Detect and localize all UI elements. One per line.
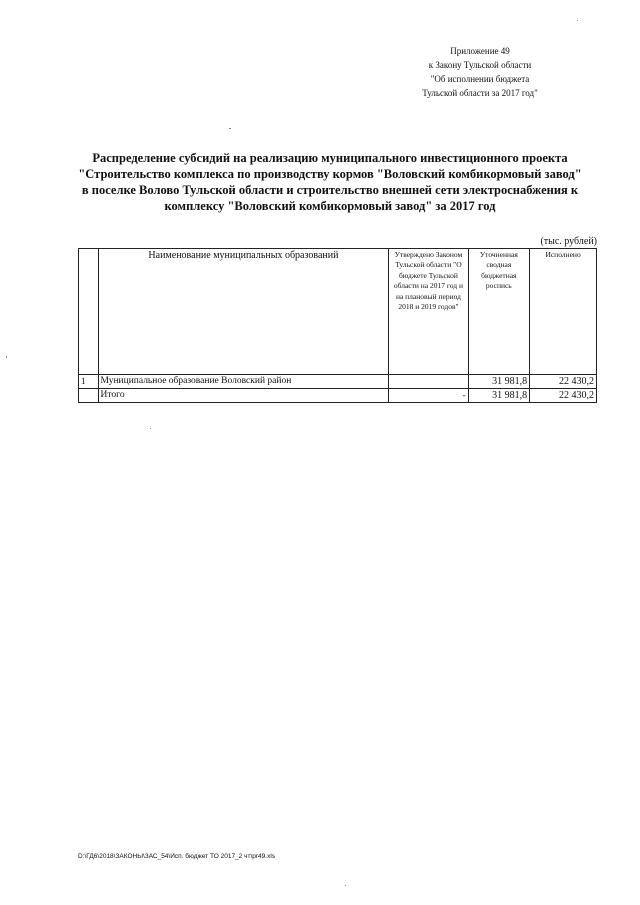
title-line: в поселке Волово Тульской области и строительство внешней сети электроснабжения к bbox=[81, 183, 579, 197]
header-approved: Утверждено Законом Тульской области "О бюджете Тульской области на 2017 год и на плановый период 2018 и 2019 годов" bbox=[389, 249, 468, 375]
scan-speck bbox=[577, 20, 578, 21]
appendix-line: "Об исполнении бюджета bbox=[430, 74, 530, 84]
scan-speck bbox=[150, 428, 151, 429]
subsidy-table bbox=[78, 248, 597, 403]
header-municipality: Наименование муниципальных образований bbox=[98, 249, 389, 375]
total-approved: - bbox=[389, 389, 468, 403]
header-number bbox=[79, 249, 99, 375]
scan-speck bbox=[6, 356, 7, 358]
scan-speck bbox=[229, 128, 231, 129]
file-path-footer: D:\ГД6\2018\ЗАКОНЫ\ЗАС_54\Исп. бюджет ТО 2017_2 чт\pr49.xls bbox=[78, 853, 276, 860]
title-line: комплексу "Воловский комбикормовый завод" за 2017 год bbox=[164, 199, 496, 213]
units-label: (тыс. рублей) bbox=[540, 236, 597, 247]
appendix-reference bbox=[400, 44, 560, 100]
row-specified: 31 981,8 bbox=[468, 375, 530, 389]
table-row bbox=[79, 375, 597, 389]
title-line: "Строительство комплекса по производству кормов "Воловский комбикормовый завод" bbox=[78, 167, 582, 181]
row-municipality: Муниципальное образование Воловский район bbox=[98, 375, 389, 389]
header-executed: Исполнено bbox=[530, 249, 597, 375]
total-executed: 22 430,2 bbox=[530, 389, 597, 403]
total-number bbox=[79, 389, 99, 403]
table-row-total bbox=[79, 389, 597, 403]
header-specified: Уточненная сводная бюджетная роспись bbox=[468, 249, 530, 375]
appendix-line: Приложение 49 bbox=[450, 46, 510, 56]
row-executed: 22 430,2 bbox=[530, 375, 597, 389]
appendix-line: Тульской области за 2017 год" bbox=[422, 88, 538, 98]
scan-speck bbox=[345, 885, 346, 886]
total-label: Итого bbox=[98, 389, 389, 403]
title-line: Распределение субсидий на реализацию муниципального инвестиционного проекта bbox=[92, 151, 568, 165]
document-title bbox=[60, 150, 600, 214]
row-number: 1 bbox=[79, 375, 99, 389]
table-header-row bbox=[79, 249, 597, 375]
appendix-line: к Закону Тульской области bbox=[428, 60, 532, 70]
total-specified: 31 981,8 bbox=[468, 389, 530, 403]
row-approved bbox=[389, 375, 468, 389]
